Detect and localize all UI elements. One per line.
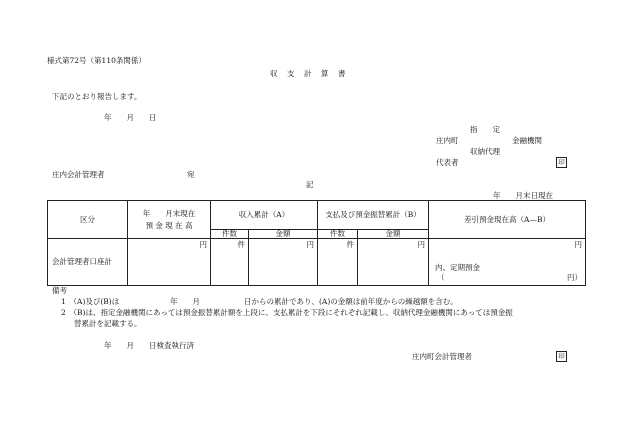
header-difference: 差引預金現在高（A—B） [429,201,586,239]
representative-label: 代表者 [436,158,459,167]
form-number: 様式第72号（第110条関係） [47,56,146,65]
financial-institution-label: 金融機関 [512,136,542,145]
inspection-date: 年 月 日検査執行済 [104,341,194,350]
header-balance-line1: 年 月末現在 [142,209,196,218]
ken-unit: 件 [237,240,245,249]
representative-seal [556,157,567,168]
fixed-deposit-label: 内、定期預金 [435,263,481,272]
designated-label: 指 定 [470,125,500,134]
ki-label: 記 [306,180,314,189]
payments-amount-cell [358,239,429,286]
note-1-c: 日からの累計であり、(A)の金額は前年度からの繰越額を含む。 [244,297,458,306]
header-balance-line2: 預 金 現 在 高 [145,220,193,230]
header-payments-count: 件数 [318,230,358,239]
honorific-label: 宛 [187,170,195,179]
yen-unit: 円 [199,240,207,249]
page-title: 収 支 計 算 書 [270,69,347,78]
yen-unit: 円 [306,240,315,249]
fixed-deposit-open: （ [437,273,445,282]
addressee-label: 庄内会計管理者 [52,170,105,179]
yen-unit: 円 [417,240,426,249]
header-payments: 支払及び預金振替累計（B） [318,201,429,230]
report-date: 年 月 日 [104,113,157,122]
ken-unit: 件 [346,240,355,249]
header-balance [128,201,211,239]
table-row [48,239,586,286]
header-kubun: 区分 [48,201,128,239]
footer-manager: 庄内町会計管理者 [412,352,472,361]
as-of-date: 年 月末日現在 [493,191,553,200]
row-label: 会計管理者口座計 [48,239,128,286]
town-label: 庄内町 [436,136,459,145]
collection-agent-label: 収納代理 [470,147,500,156]
seal-mark: 印 [556,351,567,362]
fixed-deposit-close: 円） [567,273,583,282]
note-2-a: 2 （B)は、指定金融機関にあっては預金振替累計額を上段に、支払累計を下段にそれぞれ記載し、収納代理金融機関にあっては預金振 [61,308,513,317]
intro-text: 下記のとおり報告します。 [52,92,142,101]
note-2-b: 替累計を記載する。 [74,319,142,328]
header-receipts-amount: 金額 [249,230,318,239]
payments-count-cell [318,239,358,286]
receipts-amount-cell [249,239,318,286]
header-receipts: 収入累計（A） [211,201,318,230]
note-1-b: 年 月 [170,297,200,306]
header-payments-amount: 金額 [358,230,429,239]
yen-unit: 円 [574,240,583,249]
receipts-count-cell [211,239,249,286]
note-1-a: 1 （A)及び(B)は [61,297,120,306]
seal-mark: 印 [556,157,567,168]
difference-cell [429,239,586,286]
balance-cell [128,239,211,286]
notes-heading: 備考 [52,286,67,295]
footer-seal [556,351,567,362]
header-receipts-count: 件数 [211,230,249,239]
balance-table [47,200,586,286]
